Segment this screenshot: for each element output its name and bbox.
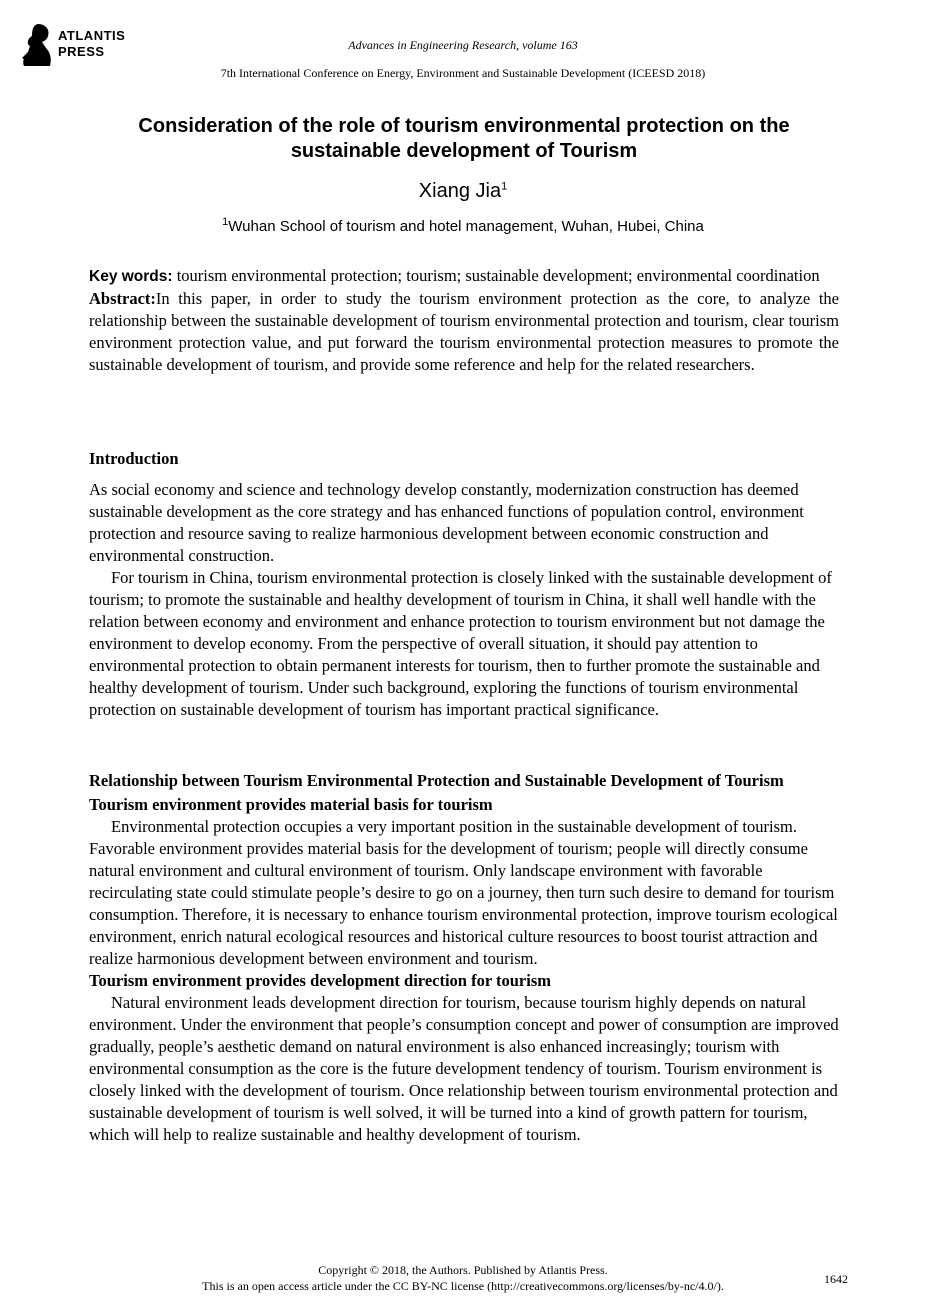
license-line: This is an open access article under the CC BY-NC license (http://creativecommons.org/licenses/by-nc/4.0/). xyxy=(202,1279,724,1293)
paper-title: Consideration of the role of tourism environmental protection on the sustainable development of Tourism xyxy=(138,115,790,162)
introduction-heading: Introduction xyxy=(89,449,179,468)
author-name: Xiang Jia xyxy=(418,180,502,202)
intro-paragraph-2: For tourism in China, tourism environmental protection is closely linked with the sustainable development of tourism; to promote the sustainable and healthy development of tourism in China, it shall well handle with the relation between economy and environment and enhance protection to tourism environment but not damage the environment to develop economy. From the perspective of overall situation, it should pay attention to environmental protection to obtain permanent interests for tourism, then to further promote the sustainable and healthy development of tourism. Under such background, exploring the functions of tourism environmental protection on sustainable development of tourism has important practical significance. xyxy=(89,568,832,719)
intro-paragraph-1: As social economy and science and technology develop constantly, modernization construction has deemed sustainable development as the core strategy and has enhanced functions of population control, environment protection and resource saving to realize harmonious development between economic construction and environmental construction. xyxy=(89,480,804,565)
keywords-text: tourism environmental protection; tourism; sustainable development; environmental coordination xyxy=(172,266,820,285)
author-sup: 1 xyxy=(501,180,508,193)
page-number: 1642 xyxy=(824,1272,848,1286)
author xyxy=(0,180,926,203)
logo-line-2: PRESS xyxy=(58,44,105,59)
copyright-footer xyxy=(0,1262,926,1294)
logo-line-1: ATLANTIS xyxy=(58,28,126,43)
copyright-line: Copyright © 2018, the Authors. Published by Atlantis Press. xyxy=(318,1263,608,1277)
keywords-block xyxy=(89,265,839,376)
affiliation xyxy=(0,216,926,235)
keywords-label: Key words: xyxy=(89,268,173,285)
introduction-section xyxy=(89,448,839,721)
subheading-material-basis: Tourism environment provides material basis for tourism xyxy=(89,795,493,814)
abstract-label: Abstract: xyxy=(89,289,156,308)
section-heading: Relationship between Tourism Environmental Protection and Sustainable Development of Tourism xyxy=(89,771,784,790)
conference-header: 7th International Conference on Energy, Environment and Sustainable Development (ICEESD 2018) xyxy=(220,66,706,80)
subheading-development-direction: Tourism environment provides development direction for tourism xyxy=(89,971,551,990)
series-header: Advances in Engineering Research, volume 163 xyxy=(348,38,578,52)
section-paragraph-1: Environmental protection occupies a very important position in the sustainable development of tourism. Favorable environment provides material basis for the development of tourism; people will directly consume natural environment and cultural environment of tourism. Only landscape environment with favorable recirculating state could stimulate people’s desire to go on a journey, then turn such desire to demand for tourism consumption. Therefore, it is necessary to enhance tourism environmental protection, improve tourism ecological environment, enrich natural ecological resources and historical culture resources to boost tourist attraction and realize harmonious development between environment and tourism. xyxy=(89,817,838,968)
section-paragraph-2: Natural environment leads development direction for tourism, because tourism highly depends on natural environment. Under the environment that people’s consumption concept and power of consumption are improved gradually, people’s aesthetic demand on natural environment is also enhanced increasingly; tourism with environmental consumption as the core is the future development tendency of tourism. Tourism environment is closely linked with the development of tourism. Once relationship between tourism environmental protection and sustainable development of tourism is well solved, it will be turned into a kind of growth pattern for tourism, which will help to realize sustainable and healthy development of tourism. xyxy=(89,993,839,1144)
relationship-section xyxy=(89,770,839,1146)
abstract-text: In this paper, in order to study the tourism environment protection as the core, to analyze the relationship between the sustainable development of tourism environmental protection and tourism, clear tourism environment protection value, and put forward the tourism environmental protection measures to promote the sustainable development of tourism, and provide some reference and help for the related researchers. xyxy=(89,289,839,374)
affiliation-text: Wuhan School of tourism and hotel management, Wuhan, Hubei, China xyxy=(228,218,704,235)
affiliation-sup: 1 xyxy=(222,216,229,228)
